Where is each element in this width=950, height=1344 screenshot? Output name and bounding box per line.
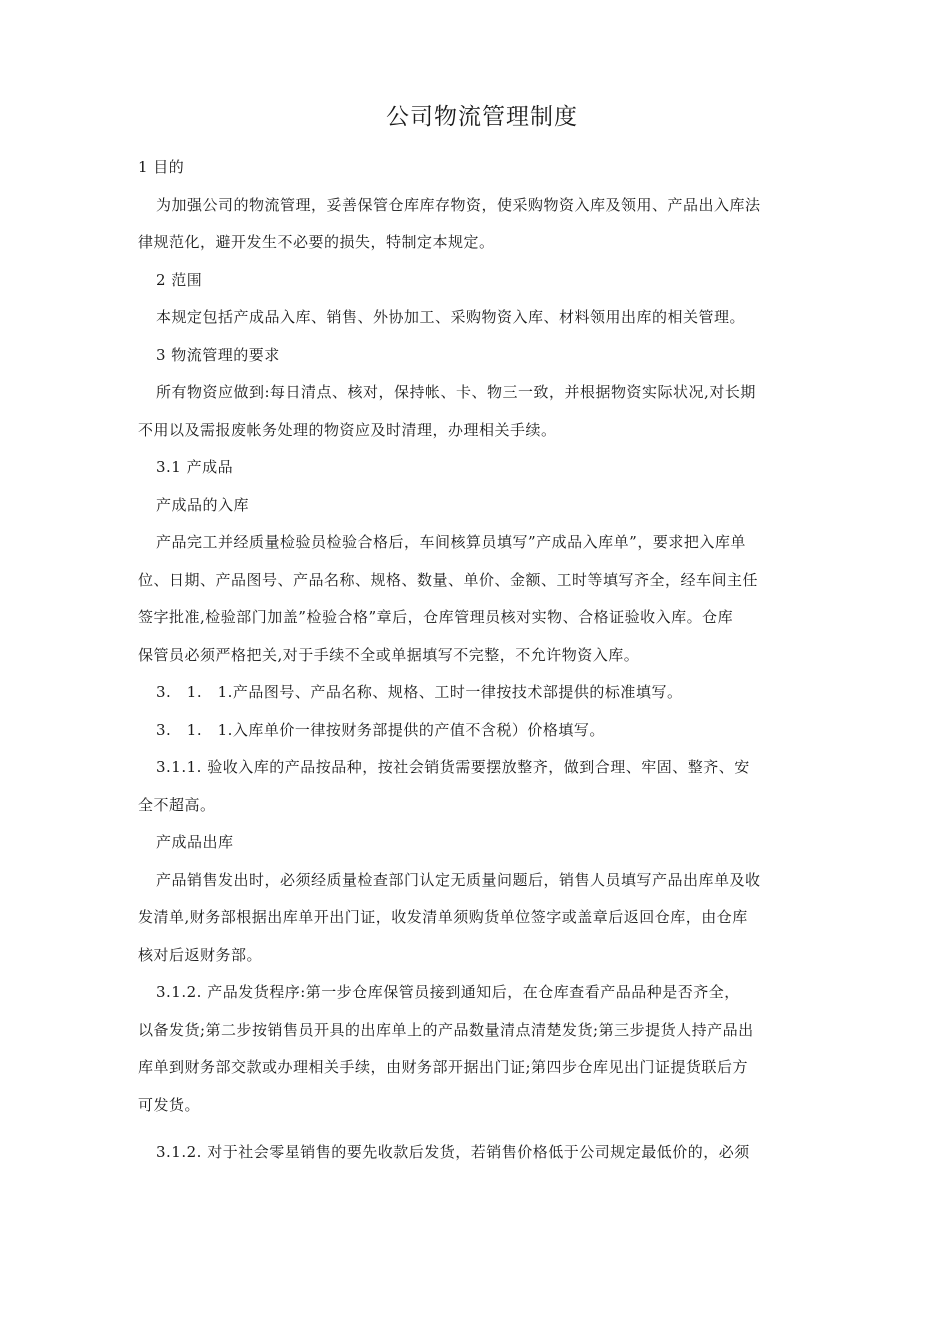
text-line: 3. 1. 1.产品图号、产品名称、规格、工时一律按技术部提供的标准填写。 <box>156 683 683 701</box>
subsection-heading-finished-products <box>138 449 826 487</box>
subheading-inbound <box>138 487 826 525</box>
text-line: 律规范化，避开发生不必要的损失，特制定本规定。 <box>138 233 495 251</box>
text-line: 发清单,财务部根据出库单开出门证，收发清单须购货单位签字或盖章后返回仓库，由仓库 <box>138 908 748 926</box>
text-line: 核对后返财务部。 <box>138 945 263 964</box>
clause-shipping-procedure <box>138 974 826 1124</box>
paragraph-scope <box>138 299 826 337</box>
text-line: 库单到财务部交款或办理相关手续，由财务部开据出门证;第四步仓库见出门证提货联后方 <box>138 1058 749 1076</box>
text-line: 3.1.2. 对于社会零星销售的要先收款后发货，若销售价格低于公司规定最低价的，必须 <box>156 1143 750 1161</box>
subheading-outbound <box>138 824 826 862</box>
text-line: 可发货。 <box>138 1095 201 1114</box>
clause-storage <box>138 749 826 824</box>
clause-drawing-number <box>138 674 826 712</box>
section-heading-requirements <box>138 337 826 375</box>
text-line: 产成品出库 <box>156 833 234 851</box>
text-line: 位、日期、产品图号、产品名称、规格、数量、单价、金额、工时等填写齐全，经车间主任 <box>138 570 759 589</box>
text-line: 所有物资应做到:每日清点、核对，保持帐、卡、物三一致，并根据物资实际状况,对长期 <box>156 383 756 401</box>
paragraph-inbound <box>138 524 826 674</box>
text-line: 3 物流管理的要求 <box>156 345 280 364</box>
text-line: 不用以及需报废帐务处理的物资应及时清理，办理相关手续。 <box>138 420 557 439</box>
text-line: 1 目的 <box>138 158 185 176</box>
document-page <box>138 100 826 1172</box>
text-line: 为加强公司的物流管理，妥善保管仓库库存物资，使采购物资入库及领用、产品出入库法 <box>156 195 761 214</box>
text-line: 以备发货;第二步按销售员开具的出库单上的产品数量清点清楚发货;第三步提货人持产品出 <box>138 1020 754 1039</box>
text-line: 3. 1. 1.入库单价一律按财务部提供的产值不含税）价格填写。 <box>156 720 605 739</box>
document-title: 公司物流管理制度 <box>386 104 578 130</box>
text-line: 保管员必须严格把关,对于手续不全或单据填写不完整，不允许物资入库。 <box>138 645 640 664</box>
paragraph-purpose <box>138 187 826 262</box>
text-line: 3.1 产成品 <box>156 458 234 476</box>
section-heading-scope <box>138 262 826 300</box>
clause-unit-price <box>138 712 826 750</box>
section-heading-purpose <box>138 149 826 187</box>
text-line: 全不超高。 <box>138 795 216 814</box>
text-line: 产品完工并经质量检验员检验合格后，车间核算员填写”产成品入库单”，要求把入库单 <box>156 533 746 551</box>
paragraph-outbound <box>138 862 826 975</box>
text-line: 3.1.2. 产品发货程序:第一步仓库保管员接到通知后，在仓库查看产品品种是否齐全， <box>156 983 740 1001</box>
text-line: 2 范围 <box>156 270 203 289</box>
clause-retail-sales <box>138 1134 826 1172</box>
text-line: 产品销售发出时，必须经质量检查部门认定无质量问题后，销售人员填写产品出库单及收 <box>156 870 761 889</box>
text-line: 本规定包括产成品入库、销售、外协加工、采购物资入库、材料领用出库的相关管理。 <box>156 308 746 326</box>
text-line: 产成品的入库 <box>156 495 250 514</box>
text-line: 3.1.1. 验收入库的产品按品种，按社会销货需要摆放整齐，做到合理、牢固、整齐、安 <box>156 758 750 776</box>
paragraph-requirements <box>138 374 826 449</box>
text-line: 签字批准,检验部门加盖”检验合格”章后，仓库管理员核对实物、合格证验收入库。仓库 <box>138 608 734 626</box>
